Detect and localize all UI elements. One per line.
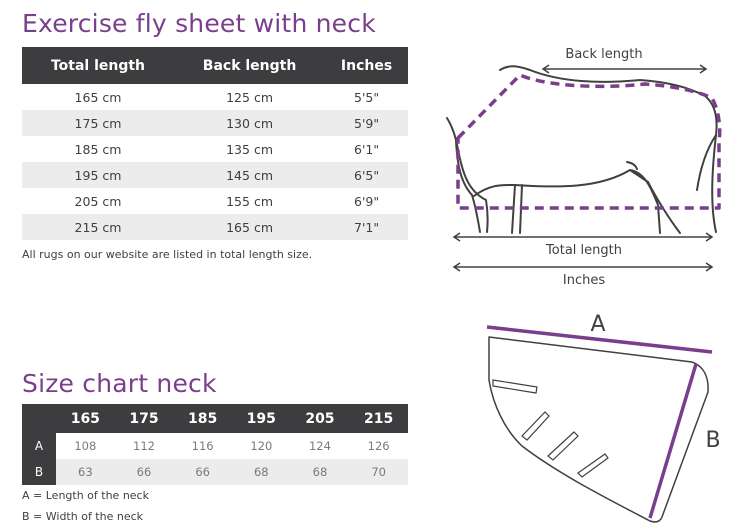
inches-label: Inches: [562, 273, 606, 288]
neck-width-cell: 68: [232, 459, 291, 485]
back-length-cell: 130 cm: [174, 110, 325, 136]
column-header: Total length: [22, 47, 174, 84]
neck-strap: [548, 432, 578, 460]
total-length-cell: 175 cm: [22, 110, 174, 136]
inches-cell: 7'1": [325, 214, 408, 240]
size-header: 185: [173, 404, 232, 433]
horse-diagram: [447, 47, 720, 288]
label-b: B: [705, 428, 721, 453]
neck-width-cell: 68: [291, 459, 350, 485]
size-header: 175: [115, 404, 174, 433]
corner-cell: [22, 404, 56, 433]
row-label-a: A: [22, 433, 56, 459]
back-length-cell: 155 cm: [226, 193, 273, 209]
total-length-cell: 205 cm: [74, 193, 122, 209]
neck-strap: [522, 412, 549, 440]
neck-length-cell: 108: [74, 439, 97, 453]
neck-length-cell: 124: [308, 439, 331, 453]
neck-width-cell: 70: [349, 459, 408, 485]
total-length-cell: 165 cm: [74, 89, 122, 105]
table-row: [22, 433, 408, 459]
back-length-cell: 145 cm: [174, 162, 325, 188]
column-header: Back length: [174, 47, 325, 84]
size-header: 205: [291, 404, 350, 433]
total-length-label: Total length: [546, 243, 622, 258]
back-length-cell: 165 cm: [174, 214, 325, 240]
legend-a: A = Length of the neck: [22, 489, 149, 502]
inches-cell: 6'5": [325, 162, 408, 188]
size-header: 165: [56, 404, 115, 433]
neck-chart-title: Size chart neck: [22, 369, 217, 398]
legend-b: B = Width of the neck: [22, 510, 144, 523]
neck-length-cell: 116: [191, 439, 214, 453]
column-header: Inches: [325, 47, 408, 84]
neck-width-cell: 66: [115, 459, 174, 485]
inches-cell: 6'1": [354, 141, 380, 157]
neck-size-table: [22, 404, 408, 485]
neck-length-cell: 120: [250, 439, 273, 453]
table-header-row: [22, 404, 408, 433]
inches-cell: 6'9": [354, 193, 380, 209]
neck-width-cell: 63: [56, 459, 115, 485]
fly-sheet-title: Exercise fly sheet with neck: [22, 9, 376, 38]
total-length-cell: 195 cm: [22, 162, 174, 188]
size-note: All rugs on our website are listed in total length size.: [22, 248, 313, 261]
back-length-label: Back length: [565, 47, 643, 62]
neck-length-cell: 126: [367, 439, 390, 453]
back-length-cell: 125 cm: [226, 89, 273, 105]
back-length-cell: 135 cm: [226, 141, 273, 157]
inches-cell: 5'9": [325, 110, 408, 136]
total-length-cell: 185 cm: [74, 141, 122, 157]
neck-strap: [493, 380, 537, 393]
row-label-b: B: [22, 459, 56, 485]
total-length-cell: 215 cm: [22, 214, 174, 240]
size-header: 215: [349, 404, 408, 433]
neck-length-cell: 112: [133, 439, 155, 453]
neck-width-cell: 66: [173, 459, 232, 485]
table-row: [22, 459, 408, 485]
size-header: 195: [232, 404, 291, 433]
sheet-outline: [458, 75, 720, 208]
neck-strap: [578, 454, 608, 477]
inches-cell: 5'5": [354, 89, 380, 105]
measure-line-b: [650, 364, 696, 518]
label-a: A: [590, 312, 606, 337]
neck-diagram: [487, 312, 721, 522]
